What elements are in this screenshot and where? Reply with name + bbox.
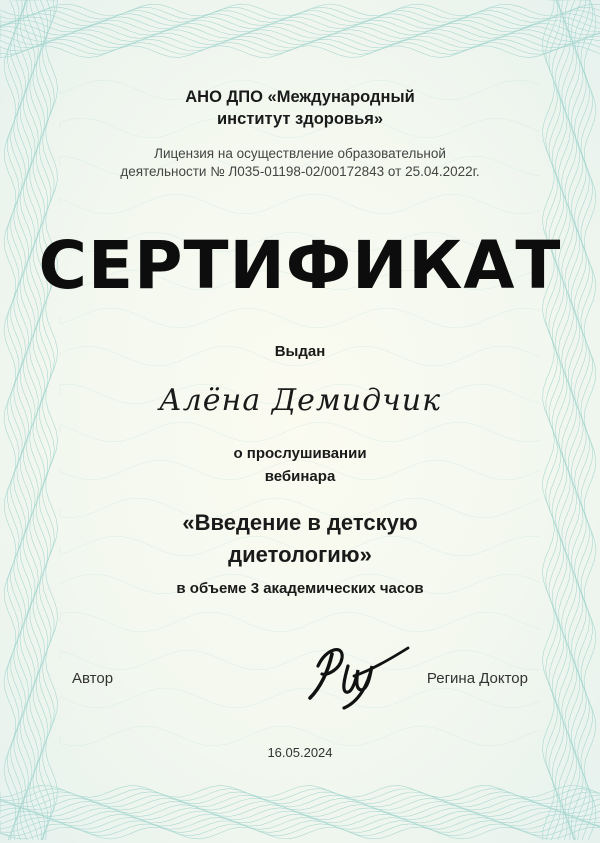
- course-volume: в объеме 3 академических часов: [176, 580, 424, 597]
- license-line-1: Лицензия на осуществление образовательной: [154, 146, 446, 161]
- course-line-1: «Введение в детскую: [182, 510, 418, 535]
- author-name: Регина Доктор: [426, 670, 528, 687]
- license-text: [0, 145, 600, 181]
- signature-image: [296, 636, 416, 716]
- course-title: [0, 507, 600, 571]
- issued-label: Выдан: [274, 343, 326, 360]
- about-line-2: вебинара: [264, 468, 336, 485]
- organization-line-1: АНО ДПО «Международный: [185, 88, 415, 106]
- about-text: [0, 442, 600, 488]
- author-label: Автор: [72, 670, 114, 687]
- about-line-1: о прослушивании: [233, 445, 367, 462]
- recipient-name: Алёна Демидчик: [158, 383, 441, 418]
- issue-date: 16.05.2024: [267, 745, 333, 760]
- organization-line-2: институт здоровья»: [216, 110, 384, 128]
- license-line-2: деятельности № Л035-01198-02/00172843 от 25.04.2022г.: [120, 164, 480, 179]
- course-line-2: диетологию»: [228, 542, 372, 567]
- certificate-title: СЕРТИФИКАТ: [38, 227, 562, 304]
- organization-name: [0, 86, 600, 130]
